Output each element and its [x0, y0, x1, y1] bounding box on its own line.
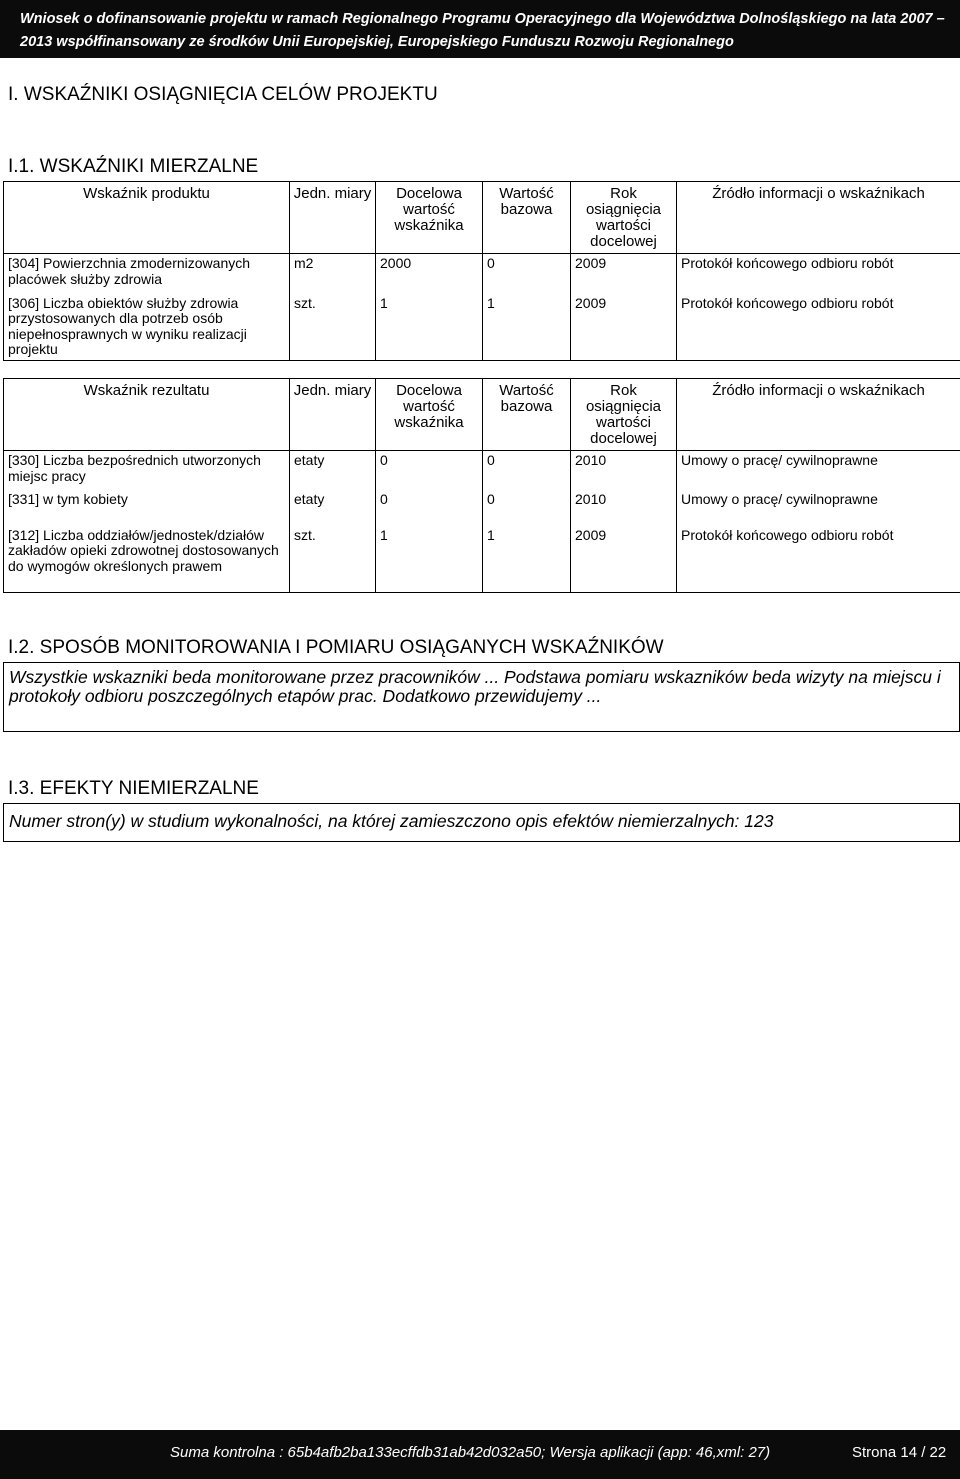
column-header: Wskaźnik produktu [4, 182, 290, 254]
table-cell: Protokół końcowego odbioru robót [677, 522, 960, 593]
table-row [4, 451, 960, 488]
table-cell: 0 [483, 488, 571, 522]
column-header: Wartość bazowa [483, 379, 571, 451]
table-cell: 2009 [571, 254, 677, 294]
table-row [4, 254, 960, 294]
document-header [0, 0, 960, 58]
table-cell: [330] Liczba bezpośrednich utworzonych miejsc pracy [4, 451, 290, 488]
column-header: Źródło informacji o wskaźnikach [677, 379, 960, 451]
product-indicators-table [3, 181, 960, 361]
column-header: Docelowa wartość wskaźnika [376, 379, 483, 451]
table-cell: 1 [483, 522, 571, 593]
table-cell: etaty [290, 451, 376, 488]
table-cell: 0 [376, 488, 483, 522]
table-cell: 0 [376, 451, 483, 488]
table-cell: 2009 [571, 294, 677, 361]
table-row [4, 488, 960, 522]
column-header: Jedn. miary [290, 379, 376, 451]
table-cell: etaty [290, 488, 376, 522]
header-line-1: Wniosek o dofinansowanie projektu w ramach Regionalnego Programu Operacyjnego dla Województwa Dolnośląskiego na lata 2007 – [20, 11, 945, 27]
table-cell: Protokół końcowego odbioru robót [677, 294, 960, 361]
table-cell: 2010 [571, 488, 677, 522]
monitoring-text-box: Wszystkie wskazniki beda monitorowane przez pracowników ... Podstawa pomiaru wskazników beda wizyty na miejscu i protokoły odbioru poszczególnych etapów prac. Dodatkowo przewidujemy ... [3, 662, 960, 732]
table-cell: Protokół końcowego odbioru robót [677, 254, 960, 294]
column-header: Rok osiągnięcia wartości docelowej [571, 182, 677, 254]
page-number: Strona 14 / 22 [852, 1444, 947, 1461]
document-footer [0, 1430, 960, 1479]
table-cell: 2010 [571, 451, 677, 488]
table-header-row [4, 182, 960, 254]
table-cell: Umowy o pracę/ cywilnoprawne [677, 451, 960, 488]
section-title: I. WSKAŹNIKI OSIĄGNIĘCIA CELÓW PROJEKTU [8, 84, 438, 105]
effects-text-box: Numer stron(y) w studium wykonalności, na której zamieszczono opis efektów niemierzalnych: 123 [3, 803, 960, 842]
column-header: Docelowa wartość wskaźnika [376, 182, 483, 254]
table-cell: [312] Liczba oddziałów/jednostek/działów zakładów opieki zdrowotnej dostosowanych do wymogów określonych prawem [4, 522, 290, 593]
table-row [4, 522, 960, 593]
table-cell: 1 [376, 294, 483, 361]
table-cell: [306] Liczba obiektów służby zdrowia przystosowanych dla potrzeb osób niepełnosprawnych w wyniku realizacji projektu [4, 294, 290, 361]
table-cell: 0 [483, 451, 571, 488]
table-cell: 1 [376, 522, 483, 593]
table-cell: szt. [290, 294, 376, 361]
column-header: Wskaźnik rezultatu [4, 379, 290, 451]
checksum-text: Suma kontrolna : 65b4afb2ba133ecffdb31ab42d032a50; Wersja aplikacji (app: 46,xml: 27) [170, 1444, 771, 1461]
subsection-title-monitoring: I.2. SPOSÓB MONITOROWANIA I POMIARU OSIĄGANYCH WSKAŹNIKÓW [8, 637, 664, 658]
column-header: Źródło informacji o wskaźnikach [677, 182, 960, 254]
table-cell: 2000 [376, 254, 483, 294]
subsection-title-measurable: I.1. WSKAŹNIKI MIERZALNE [8, 156, 259, 177]
table-cell: 1 [483, 294, 571, 361]
table-cell: m2 [290, 254, 376, 294]
table-header-row [4, 379, 960, 451]
table-cell: [331] w tym kobiety [4, 488, 290, 522]
result-indicators-table [3, 378, 960, 593]
column-header: Rok osiągnięcia wartości docelowej [571, 379, 677, 451]
header-line-2: 2013 współfinansowany ze środków Unii Europejskiej, Europejskiego Funduszu Rozwoju Regionalnego [20, 34, 734, 50]
table-cell: [304] Powierzchnia zmodernizowanych placówek służby zdrowia [4, 254, 290, 294]
table-cell: 2009 [571, 522, 677, 593]
table-cell: Umowy o pracę/ cywilnoprawne [677, 488, 960, 522]
subsection-title-nonmeasurable: I.3. EFEKTY NIEMIERZALNE [8, 778, 259, 799]
table-row [4, 294, 960, 361]
column-header: Wartość bazowa [483, 182, 571, 254]
table-cell: 0 [483, 254, 571, 294]
column-header: Jedn. miary [290, 182, 376, 254]
table-cell: szt. [290, 522, 376, 593]
